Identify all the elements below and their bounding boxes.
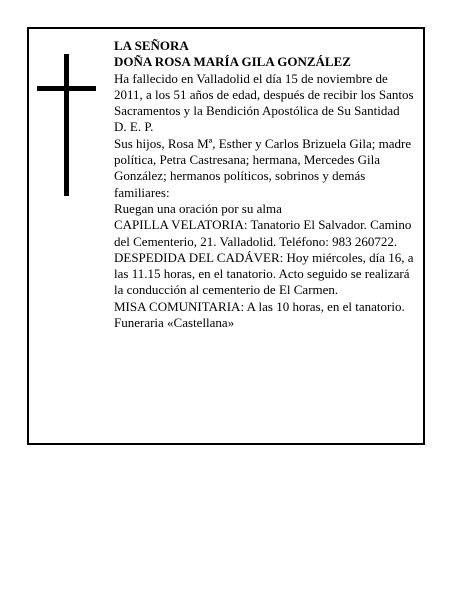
deceased-name: DOÑA ROSA MARÍA GILA GONZÁLEZ (114, 54, 351, 70)
chapel-info: CAPILLA VELATORIA: Tanatorio El Salvador. Camino del Cementerio, 21. Valladolid. Teléfono: 983 260722. (114, 217, 412, 249)
cross-vertical-bar (64, 54, 69, 196)
rip-line: D. E. P. (114, 119, 154, 135)
mass-info: MISA COMUNITARIA: A las 10 horas, en el tanatorio. (114, 298, 405, 314)
family-list: Sus hijos, Rosa Mª, Esther y Carlos Brizuela Gila; madre política, Petra Castresana; hermana, Mercedes Gila González; hermanos políticos, sobrinos y demás familiares: (114, 135, 412, 200)
notice-title: LA SEÑORA (114, 38, 189, 53)
prayer-request: Ruegan una oración por su alma (114, 200, 282, 216)
farewell-info: DESPEDIDA DEL CADÁVER: Hoy miércoles, día 16, a las 11.15 horas, en el tanatorio. Acto seguido se realizará la conducción al cementerio de El Carmen. (114, 249, 414, 298)
funeral-home: Funeraria «Castellana» (114, 315, 235, 331)
death-statement: Ha fallecido en Valladolid el día 15 de noviembre de 2011, a los 51 años de edad, después de recibir los Santos Sacramentos y la Bendición Apostólica de Su Santidad (114, 70, 414, 119)
cross-horizontal-bar (37, 86, 96, 91)
notice-text (114, 38, 414, 331)
